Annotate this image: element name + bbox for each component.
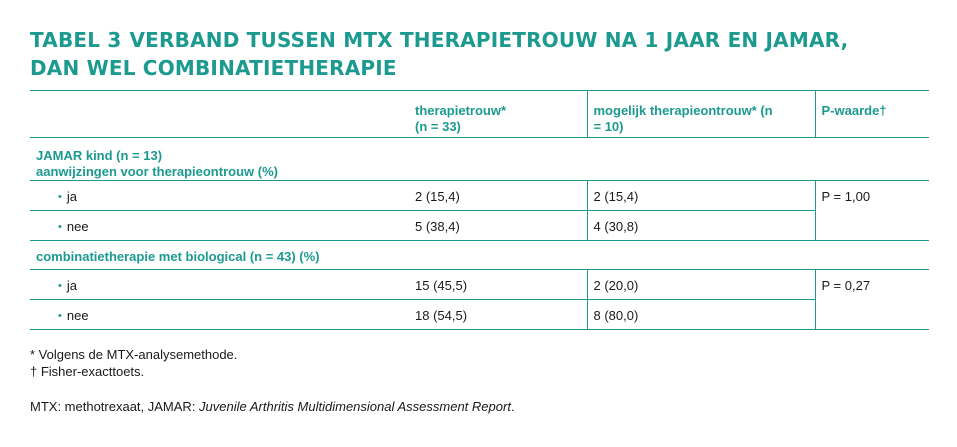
section-title-combinatietherapie: combinatietherapie met biological (n = 43) (%) [30,241,929,270]
cell-p-value: P = 0,27 [815,270,929,330]
cell-therapietrouw: 18 (54,5) [409,300,587,330]
row-label-cell [30,270,409,300]
footnote-abbreviations [30,398,515,415]
bullet-icon: • [58,310,62,322]
bullet-icon: • [58,221,62,233]
footnote-fisher: † Fisher-exacttoets. [30,364,145,379]
cell-p-value: P = 1,00 [815,181,929,241]
cell-therapietrouw: 2 (15,4) [409,181,587,211]
cell-therapieontrouw: 2 (15,4) [587,181,815,211]
footnote-method: * Volgens de MTX-analysemethode. [30,347,238,362]
section-title-jamar-line-1: JAMAR kind (n = 13) [36,148,163,163]
cell-therapietrouw: 15 (45,5) [409,270,587,300]
table-title-line-2: DAN WEL COMBINATIETHERAPIE [30,56,397,80]
abbrev-prefix: MTX: methotrexaat, JAMAR: [30,399,200,414]
row-label-cell [30,211,409,241]
bullet-icon: • [58,191,62,203]
table-title [30,26,930,82]
footnotes [30,346,515,415]
results-table [30,90,929,330]
table-title-text-1: VERBAND TUSSEN MTX THERAPIETROUW NA 1 JAAR EN JAMAR, [129,28,849,52]
abbrev-jamar-full: Juvenile Arthritis Multidimensional Assessment Report [199,399,511,414]
section-title-jamar-line-2: aanwijzingen voor therapieontrouw (%) [36,164,278,179]
header-therapieontrouw [587,91,815,138]
header-therapietrouw-line-1: therapietrouw* [415,103,507,118]
section-title-jamar [30,138,929,181]
row-label: ja [66,278,77,293]
cell-therapietrouw: 5 (38,4) [409,211,587,241]
table-title-line-1 [30,26,930,54]
bullet-icon: • [58,280,62,292]
table-row [30,300,929,330]
section-header-combinatietherapie [30,241,929,270]
header-therapieontrouw-line-2: = 10) [593,119,624,134]
row-label: nee [66,219,89,234]
table-row [30,181,929,211]
header-p-waarde: P-waarde† [815,91,929,138]
table-row [30,270,929,300]
cell-therapieontrouw: 2 (20,0) [587,270,815,300]
row-label-cell [30,300,409,330]
row-label: nee [66,308,89,323]
section-header-jamar [30,138,929,181]
row-label-cell [30,181,409,211]
row-label: ja [66,189,77,204]
table-header-row [30,91,929,138]
cell-therapieontrouw: 8 (80,0) [587,300,815,330]
table-row [30,211,929,241]
header-therapietrouw [409,91,587,138]
cell-therapieontrouw: 4 (30,8) [587,211,815,241]
header-therapietrouw-line-2: (n = 33) [415,119,461,134]
header-therapieontrouw-line-1: mogelijk therapieontrouw* (n [593,103,773,118]
header-empty-cell [30,91,409,138]
abbrev-suffix: . [510,399,515,414]
table-number-label: TABEL 3 [30,28,122,52]
